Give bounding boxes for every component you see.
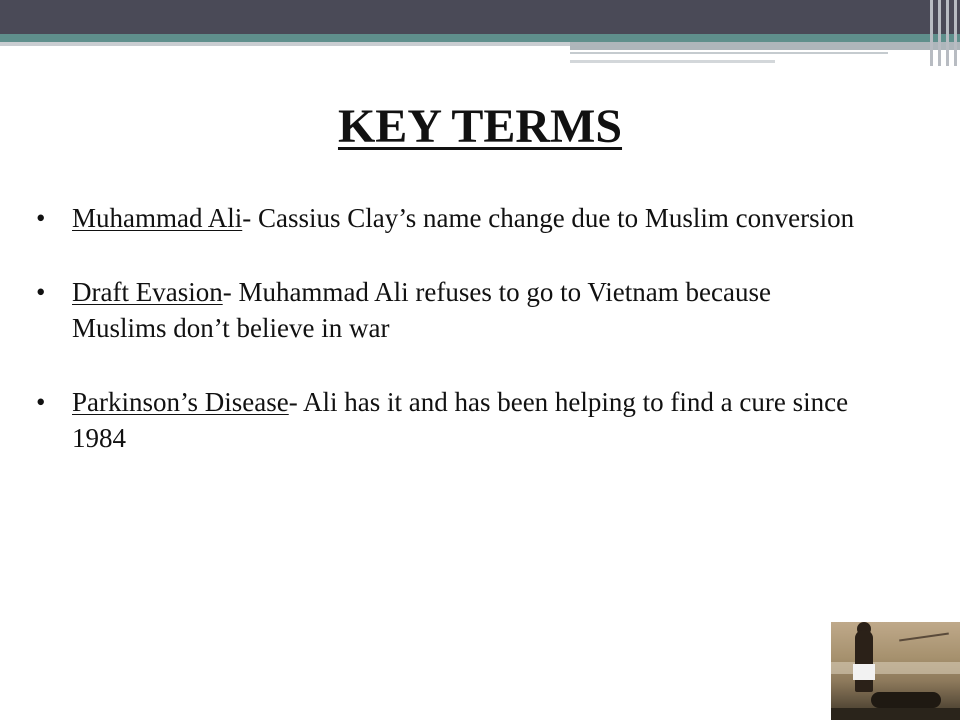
banner-accent-line-short xyxy=(570,60,775,63)
banner-gray-band xyxy=(0,42,570,46)
list-item xyxy=(36,274,856,346)
banner-accent-line xyxy=(570,52,888,54)
term-label: Muhammad Ali xyxy=(72,203,243,233)
bullet-icon: • xyxy=(36,203,46,233)
key-terms-list xyxy=(36,200,856,494)
banner-teal-band xyxy=(0,34,960,42)
banner-stripes xyxy=(926,0,960,66)
boxing-photo xyxy=(831,622,960,720)
banner-gray-band-right xyxy=(570,42,960,50)
bullet-icon: • xyxy=(36,277,46,307)
slide-title: KEY TERMS xyxy=(337,100,623,153)
term-label: Draft Evasion xyxy=(72,277,223,307)
term-definition: - Muhammad Ali refuses to go to Vietnam because Muslims don’t believe in war xyxy=(72,277,771,343)
term-definition: - Ali has it and has been helping to find a cure since 1984 xyxy=(72,387,849,453)
bullet-icon: • xyxy=(36,387,46,417)
signature-mark xyxy=(899,633,949,642)
term-definition: - Cassius Clay’s name change due to Muslim conversion xyxy=(242,203,855,233)
top-banner xyxy=(0,0,960,66)
list-item xyxy=(36,200,856,236)
banner-dark-band xyxy=(0,0,960,34)
term-label: Parkinson’s Disease xyxy=(72,387,289,417)
list-item xyxy=(36,384,856,456)
